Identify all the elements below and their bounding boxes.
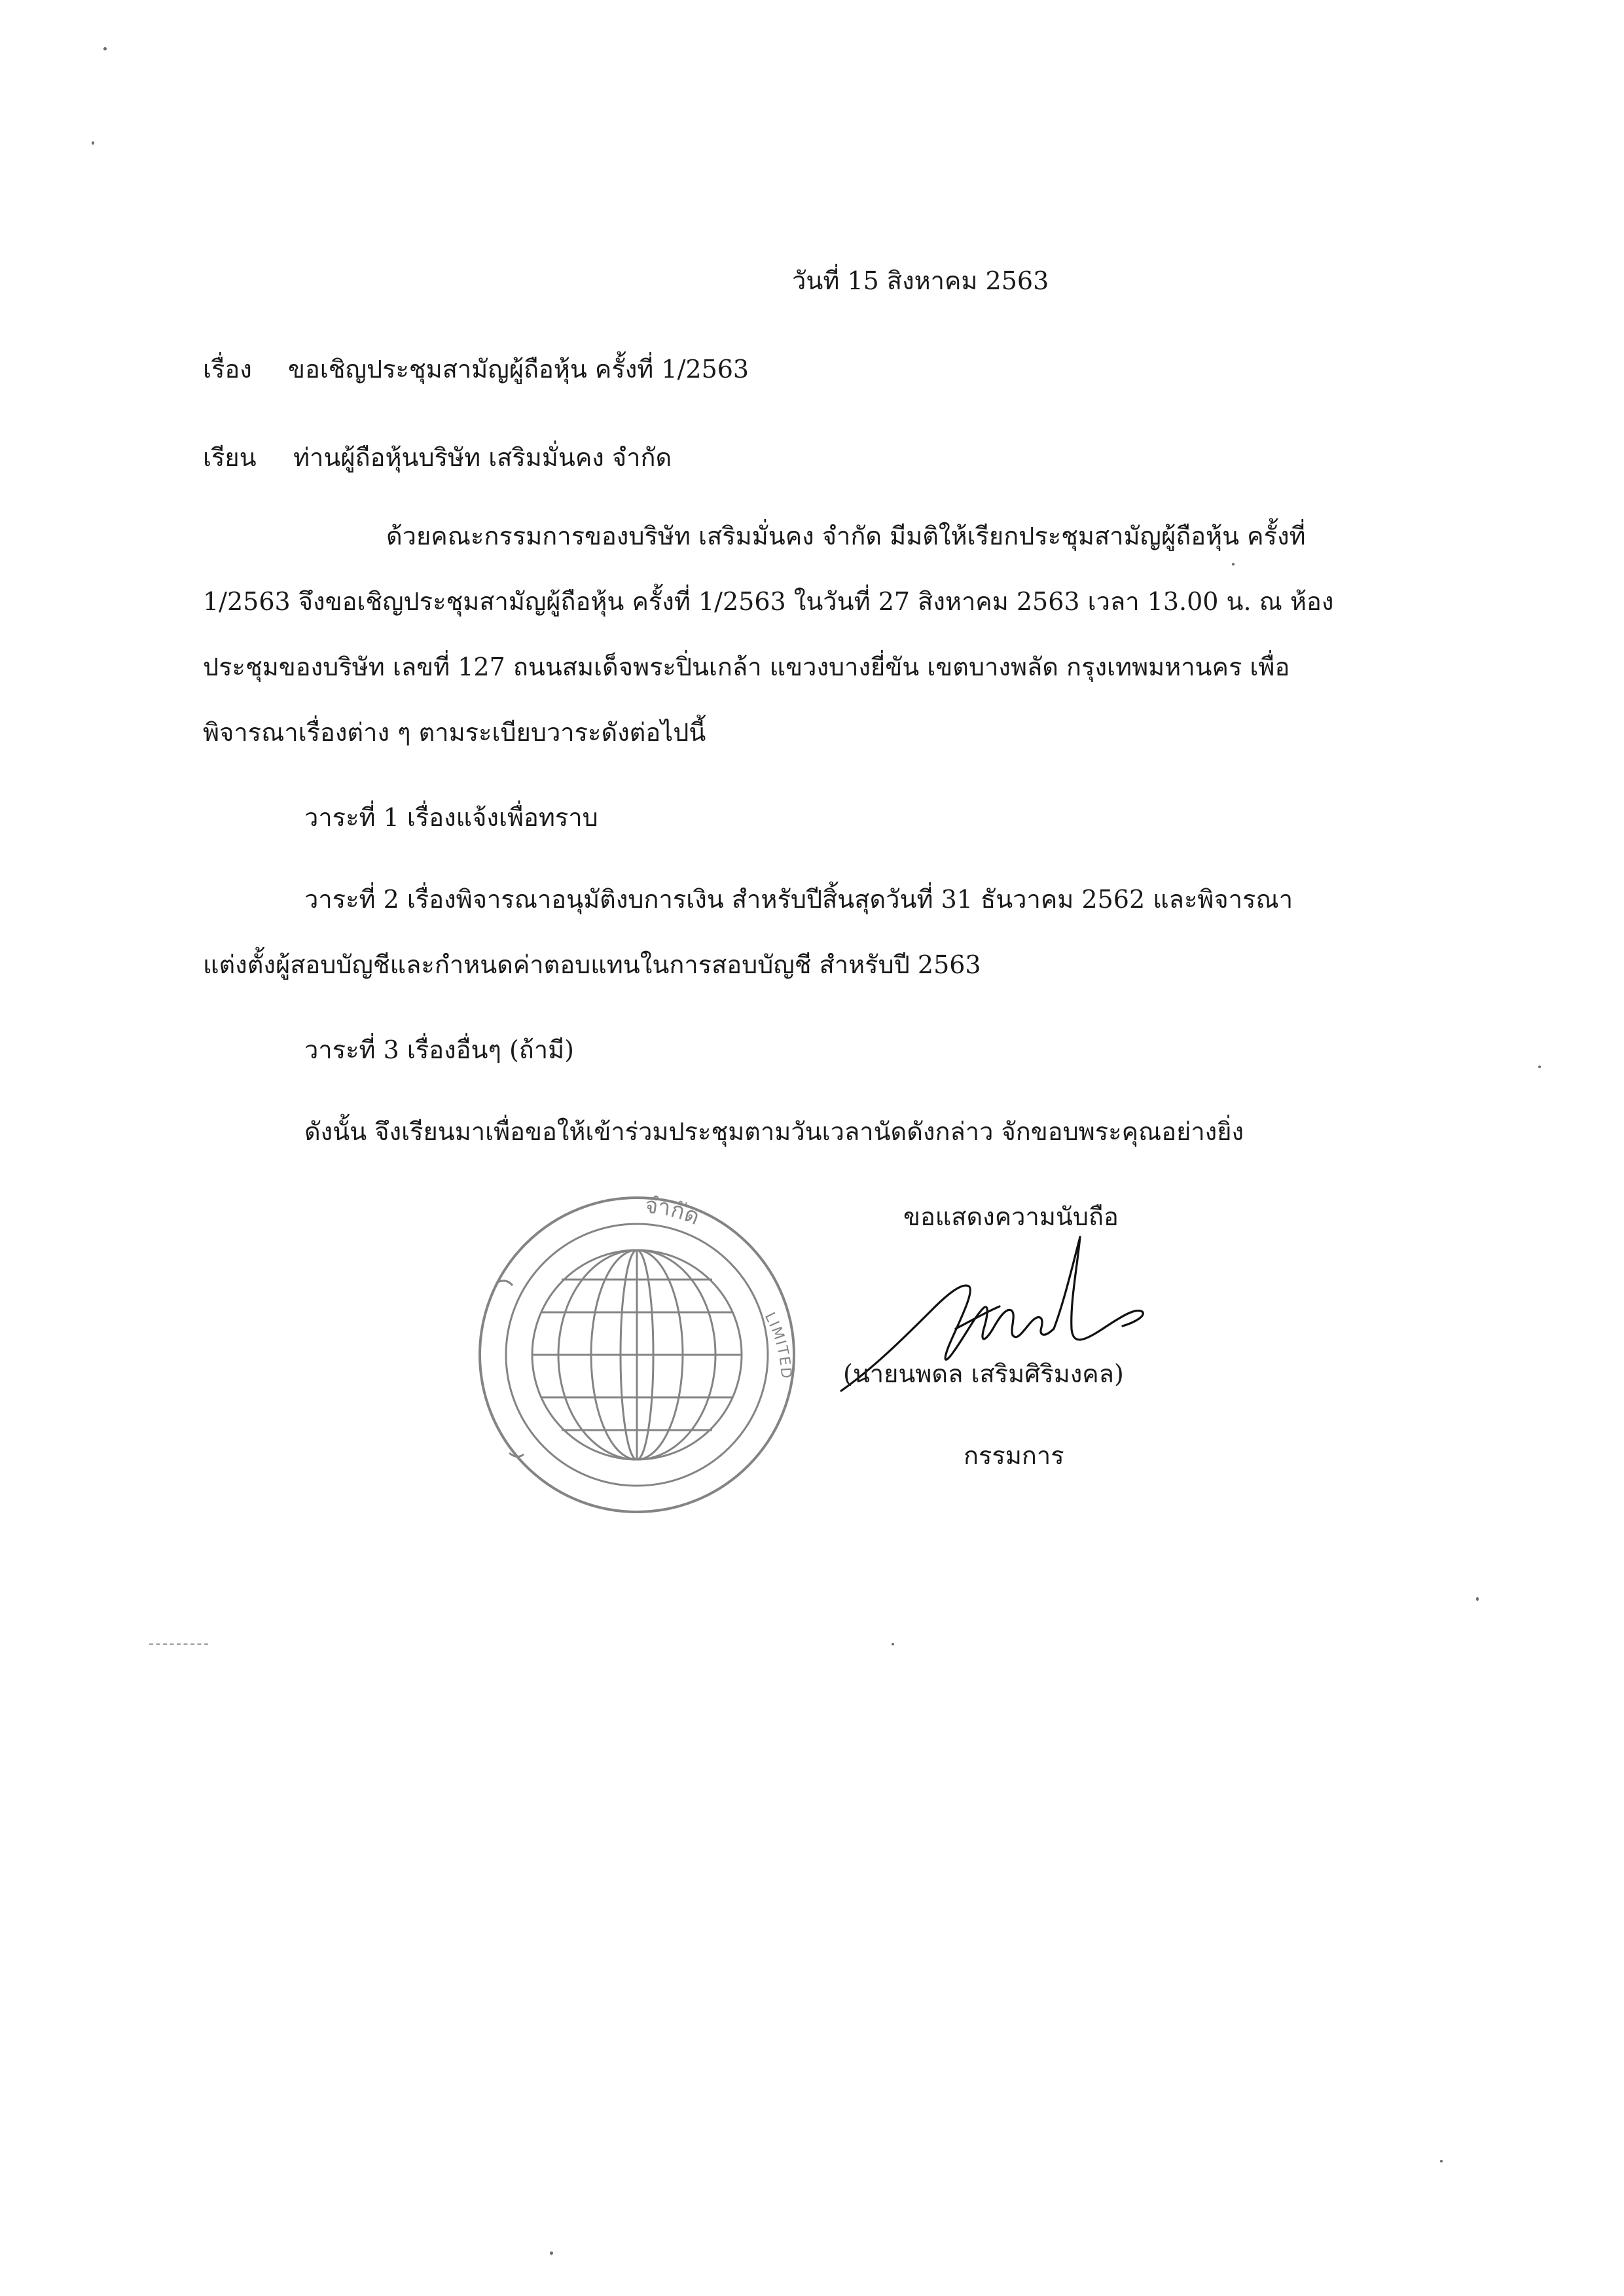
scan-speck: [92, 141, 94, 145]
globe-icon: [532, 1250, 742, 1460]
scan-speck: [892, 1643, 894, 1645]
scan-speck: [1232, 563, 1235, 565]
scan-speck: [1440, 2160, 1443, 2162]
body-line: ประชุมของบริษัท เลขที่ 127 ถนนสมเด็จพระปิ่นเกล้า แขวงบางยี่ขัน เขตบางพลัด กรุงเทพมหานคร เพื่อ: [203, 653, 1290, 681]
addressee-label: เรียน: [203, 443, 257, 472]
scan-speck: [1476, 1597, 1479, 1601]
addressee-text: ท่านผู้ถือหุ้นบริษัท เสริมมั่นคง จำกัด: [293, 443, 672, 472]
seal-text-top: จำกัด: [643, 1192, 704, 1231]
subject-text: ขอเชิญประชุมสามัญผู้ถือหุ้น ครั้งที่ 1/2563: [288, 355, 749, 384]
subject-label: เรื่อง: [203, 355, 252, 384]
body-line: 1/2563 จึงขอเชิญประชุมสามัญผู้ถือหุ้น ครั้งที่ 1/2563 ในวันที่ 27 สิงหาคม 2563 เวลา 13.00 น. ณ ห้อง: [203, 587, 1334, 616]
seal-text-limited: LIMITED: [761, 1310, 794, 1380]
agenda-item-2-continued: แต่งตั้งผู้สอบบัญชีและกำหนดค่าตอบแทนในการสอบบัญชี สำหรับปี 2563: [203, 950, 981, 979]
signer-name: (นายนพดล เสริมศิริมงคล): [843, 1359, 1124, 1388]
scan-speck: [1538, 1066, 1541, 1068]
company-seal: [470, 1178, 804, 1532]
body-line: ด้วยคณะกรรมการของบริษัท เสริมมั่นคง จำกัด มีมติให้เรียกประชุมสามัญผู้ถือหุ้น ครั้งที่: [386, 522, 1306, 550]
regards-text: ขอแสดงความนับถือ: [903, 1202, 1119, 1231]
letter-date: วันที่ 15 สิงหาคม 2563: [792, 266, 1049, 295]
body-line: พิจารณาเรื่องต่าง ๆ ตามระเบียบวาระดังต่อไปนี้: [203, 718, 706, 747]
agenda-item-2: วาระที่ 2 เรื่องพิจารณาอนุมัติงบการเงิน สำหรับปีสิ้นสุดวันที่ 31 ธันวาคม 2562 และพิจารณา: [304, 885, 1293, 914]
scan-dash-line: [149, 1643, 208, 1645]
closing-sentence: ดังนั้น จึงเรียนมาเพื่อขอให้เข้าร่วมประชุมตามวันเวลานัดดังกล่าว จักขอบพระคุณอย่างยิ่ง: [304, 1117, 1244, 1146]
agenda-item-3: วาระที่ 3 เรื่องอื่นๆ (ถ้ามี): [304, 1035, 574, 1064]
scan-speck: [103, 47, 107, 50]
scan-speck: [550, 2251, 553, 2255]
signer-title: กรรมการ: [964, 1441, 1064, 1470]
agenda-item-1: วาระที่ 1 เรื่องแจ้งเพื่อทราบ: [304, 803, 598, 832]
